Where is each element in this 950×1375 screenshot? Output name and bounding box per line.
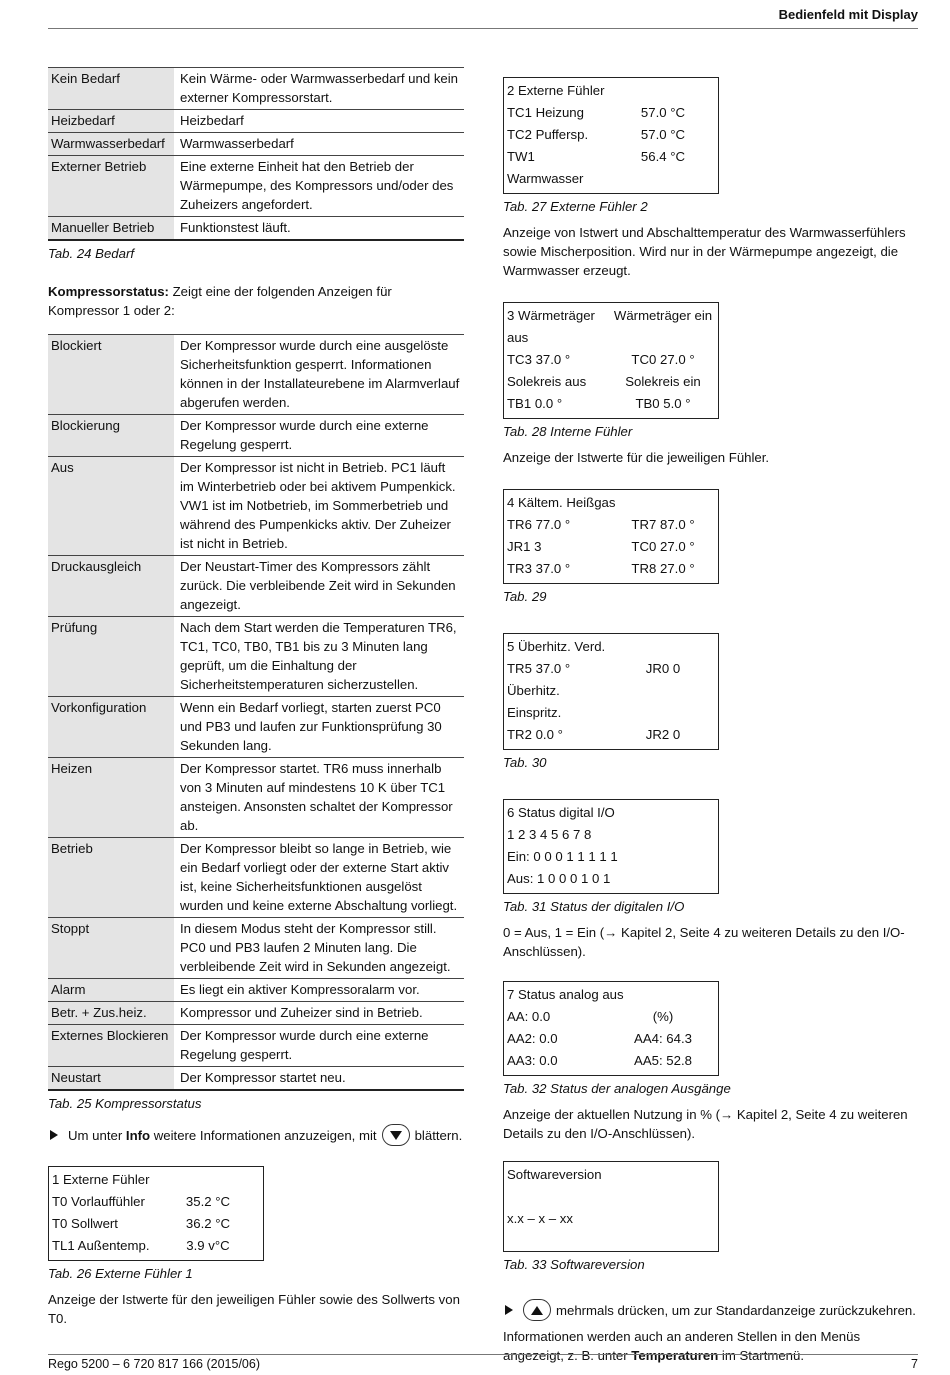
display-value: 57.0 °C: [640, 127, 686, 142]
info-bullet-pre: Um unter: [68, 1127, 126, 1143]
row-value: Kompressor und Zuheizer sind in Betrieb.: [174, 1002, 464, 1025]
table-row: [48, 1002, 464, 1025]
back-bullet-text: mehrmals drücken, um zur Standardanzeige zurückzukehren.: [556, 1302, 916, 1318]
row-value: Heizbedarf: [174, 110, 464, 133]
tab33-caption: Tab. 33 Softwareversion: [503, 1257, 645, 1272]
display-row: [52, 1213, 260, 1235]
tab26-caption: Tab. 26 Externe Fühler 1: [48, 1266, 193, 1281]
display-value: 57.0 °C: [640, 105, 686, 120]
table-row: [48, 217, 464, 241]
display-label: AA: 0.0: [507, 1009, 551, 1024]
row-value: Der Kompressor startet neu.: [174, 1067, 464, 1091]
row-key: Vorkonfiguration: [48, 697, 174, 758]
tab29-caption: Tab. 29: [503, 589, 547, 604]
tab30-title: 5 Überhitz. Verd.: [507, 639, 606, 654]
row-key: Externes Blockieren: [48, 1025, 174, 1067]
display-label: T0 Sollwert: [52, 1216, 118, 1231]
info-bullet: [48, 1124, 464, 1146]
row-value: Nach dem Start werden die Temperaturen TR6, TC1, TC0, TB0, TB1 bis zu 3 Minuten lang geprüft, um die Einhaltung der Sicherheitstemperaturen sicherzustellen.: [174, 617, 464, 697]
table-row: [48, 133, 464, 156]
row-key: Alarm: [48, 979, 174, 1002]
tab28-caption: Tab. 28 Interne Fühler: [503, 424, 633, 439]
display-label: TR5 37.0 °: [507, 661, 571, 676]
display-label: TW1 Warmwasser: [507, 149, 584, 186]
display-row: [507, 558, 715, 580]
tab32-note: Anzeige der aktuellen Nutzung in % (→ Kapitel 2, Seite 4 zu weiteren Details zu den I/O-Anschlüssen).: [503, 1107, 908, 1141]
row-value: Der Kompressor wurde durch eine externe Regelung gesperrt.: [174, 1025, 464, 1067]
display-label: TC1 Heizung: [507, 105, 584, 120]
bullet-arrow-icon: [505, 1305, 513, 1315]
row-value: Der Kompressor bleibt so lange in Betrieb, wie ein Bedarf vorliegt oder der externe Start aktiv ist, keine Sicherheitsfunktionen ausgelöst wurden und keine externe Abschaltung vorliegt.: [174, 838, 464, 918]
display-row: [507, 536, 715, 558]
table-row: [48, 918, 464, 979]
row-value: Der Kompressor wurde durch eine externe Regelung gesperrt.: [174, 415, 464, 457]
up-button-icon: [523, 1299, 551, 1321]
row-key: Aus: [48, 457, 174, 556]
info-bullet-bold: Info: [125, 1127, 151, 1143]
display-tab33: [503, 1161, 719, 1252]
display-tab29: [503, 489, 719, 584]
row-key: Heizen: [48, 758, 174, 838]
row-key: Druckausgleich: [48, 556, 174, 617]
display-label: TC3 37.0 °: [507, 352, 571, 367]
footer-doc-id: Rego 5200 – 6 720 817 166 (2015/06): [48, 1357, 260, 1371]
tab26-note: Anzeige der Istwerte für den jeweiligen Fühler sowie des Sollwerts von T0.: [48, 1292, 460, 1326]
tab27-title: 2 Externe Fühler: [507, 83, 605, 98]
table-row: [48, 758, 464, 838]
display-label: AA3: 0.0: [507, 1053, 558, 1068]
demand-table: [48, 67, 464, 241]
row-value: Kein Wärme- oder Warmwasserbedarf und kein externer Kompressorstart.: [174, 68, 464, 110]
display-value: (%): [652, 1009, 674, 1024]
page-number: 7: [911, 1357, 918, 1371]
tab24-caption: Tab. 24 Bedarf: [48, 246, 135, 261]
closing-note: [503, 1327, 919, 1365]
tab32-title: 7 Status analog aus: [507, 987, 624, 1002]
row-value: Der Kompressor startet. TR6 muss innerhalb von 3 Minuten auf mindestens 10 K über TC1 ansteigen. Ansonsten schaltet der Kompressor ab.: [174, 758, 464, 838]
tab31-caption: Tab. 31 Status der digitalen I/O: [503, 899, 685, 914]
row-key: Heizbedarf: [48, 110, 174, 133]
display-value: 3.9 v°C: [186, 1238, 230, 1253]
display-value: JR2 0: [645, 727, 681, 742]
display-label: TR6 77.0 °: [507, 517, 571, 532]
display-label: 3 Wärmeträger aus: [507, 308, 595, 345]
display-value: TR7 87.0 °: [631, 517, 695, 532]
table-row: [48, 556, 464, 617]
display-row: [507, 305, 715, 349]
row-value: Der Kompressor wurde durch eine ausgelöste Sicherheitsfunktion gesperrt. Informationen können in der Installateurebene im Alarmverlauf abgerufen werden.: [174, 335, 464, 415]
tab25-caption: Tab. 25 Kompressorstatus: [48, 1096, 202, 1111]
table-row: [48, 1025, 464, 1067]
kompressor-intro-bold: Kompressorstatus:: [48, 284, 169, 299]
display-value: 36.2 °C: [185, 1216, 231, 1231]
display-label: TR3 37.0 °: [507, 561, 571, 576]
table-row: [48, 156, 464, 217]
row-key: Manueller Betrieb: [48, 217, 174, 241]
display-row: [507, 146, 715, 190]
tab31-line-2: Ein: 0 0 0 1 1 1 1 1: [507, 849, 618, 864]
display-tab26: [48, 1166, 264, 1261]
row-key: Blockierung: [48, 415, 174, 457]
display-row: [507, 1050, 715, 1072]
closing-pre: Informationen werden auch an anderen Stellen in den Menüs angezeigt, z. B. unter: [503, 1329, 861, 1363]
display-value: AA5: 52.8: [634, 1053, 692, 1068]
tab31-line-1: 1 2 3 4 5 6 7 8: [507, 827, 592, 842]
display-label: AA2: 0.0: [507, 1031, 558, 1046]
display-label: TL1 Außentemp.: [52, 1238, 150, 1253]
display-label: Überhitz. Einspritz.: [507, 683, 562, 720]
row-key: Betrieb: [48, 838, 174, 918]
table-row: [48, 838, 464, 918]
display-row: [507, 1006, 715, 1028]
info-bullet-end: blättern.: [414, 1127, 463, 1143]
row-key: Betr. + Zus.heiz.: [48, 1002, 174, 1025]
display-value: AA4: 64.3: [634, 1031, 692, 1046]
display-value: Solekreis ein: [625, 374, 701, 389]
compressor-status-table: [48, 334, 464, 1091]
footer-rule: [48, 1354, 918, 1355]
running-header: Bedienfeld mit Display: [778, 7, 918, 22]
left-column: [48, 67, 464, 1328]
header-rule: [48, 28, 918, 29]
kompressor-intro-text: Zeigt eine der folgenden Anzeigen für Kompressor 1 oder 2:: [48, 284, 392, 318]
info-bullet-post: weitere Informationen anzuzeigen, mit: [150, 1127, 377, 1143]
tab32-caption: Tab. 32 Status der analogen Ausgänge: [503, 1081, 731, 1096]
display-tab32: [503, 981, 719, 1076]
display-row: [507, 124, 715, 146]
display-label: Solekreis aus: [507, 374, 587, 389]
back-bullet: [503, 1299, 919, 1321]
row-key: Warmwasserbedarf: [48, 133, 174, 156]
row-value: Der Kompressor ist nicht in Betrieb. PC1 läuft im Winterbetrieb oder bei aktivem Pumpenkick. VW1 ist im Notbetrieb, im Sommerbetrieb und während des Pumpenkicks aktiv. Der Zuheizer ist nicht in Betrieb.: [174, 457, 464, 556]
tab33-value: x.x – x – xx: [507, 1211, 573, 1226]
row-value: Der Neustart-Timer des Kompressors zählt zurück. Die verbleibende Zeit wird in Sekunden angezeigt.: [174, 556, 464, 617]
row-key: Stoppt: [48, 918, 174, 979]
display-row: [507, 393, 715, 415]
display-tab27: [503, 77, 719, 194]
display-tab30: [503, 633, 719, 750]
row-key: Prüfung: [48, 617, 174, 697]
display-row: [52, 1191, 260, 1213]
display-tab31: [503, 799, 719, 894]
tab31-line-3: Aus: 1 0 0 0 1 0 1: [507, 871, 611, 886]
display-tab28: [503, 302, 719, 419]
closing-bold: Temperaturen: [631, 1348, 719, 1363]
closing-post: im Startmenü.: [718, 1348, 805, 1363]
display-value: TB0 5.0 °: [635, 396, 691, 411]
tab28-note: Anzeige der Istwerte für die jeweiligen Fühler.: [503, 450, 770, 465]
table-row: [48, 617, 464, 697]
bullet-arrow-icon: [50, 1130, 58, 1140]
table-row: [48, 1067, 464, 1091]
kompressor-intro: [48, 282, 464, 320]
display-label: JR1 3: [507, 539, 542, 554]
display-row: [507, 102, 715, 124]
row-value: Es liegt ein aktiver Kompressoralarm vor.: [174, 979, 464, 1002]
display-value: JR0 0: [645, 661, 681, 676]
table-row: [48, 697, 464, 758]
row-value: Eine externe Einheit hat den Betrieb der Wärmepumpe, des Kompressors und/oder des Zuheizers angefordert.: [174, 156, 464, 217]
display-label: TC2 Puffersp.: [507, 127, 589, 142]
display-row: [507, 514, 715, 536]
row-value: Warmwasserbedarf: [174, 133, 464, 156]
display-row: [507, 724, 715, 746]
tab33-title: Softwareversion: [507, 1167, 602, 1182]
display-row: [507, 1028, 715, 1050]
row-key: Externer Betrieb: [48, 156, 174, 217]
table-row: [48, 979, 464, 1002]
display-value: TC0 27.0 °: [631, 352, 695, 367]
row-value: Wenn ein Bedarf vorliegt, starten zuerst PC0 und PB3 und laufen zur Funktionsprüfung 30 Sekunden lang.: [174, 697, 464, 758]
display-row: [507, 371, 715, 393]
down-button-icon: [382, 1124, 410, 1146]
display-row: [507, 658, 715, 680]
tab31-line-0: 6 Status digital I/O: [507, 805, 615, 820]
display-value: TC0 27.0 °: [631, 539, 695, 554]
tab27-note: Anzeige von Istwert und Abschalttemperatur des Warmwasserfühlers sowie Mischerposition. Wird nur in der Wärmepumpe angezeigt, die Warmwasser erzeugt.: [503, 225, 906, 278]
display-label: T0 Vorlauffühler: [52, 1194, 145, 1209]
display-value: Wärmeträger ein: [613, 308, 713, 323]
display-value: 35.2 °C: [185, 1194, 231, 1209]
row-key: Kein Bedarf: [48, 68, 174, 110]
display-value: TR8 27.0 °: [631, 561, 695, 576]
display-row: [507, 680, 715, 724]
display-value: 56.4 °C: [640, 149, 686, 164]
display-row: [507, 349, 715, 371]
row-key: Blockiert: [48, 335, 174, 415]
row-key: Neustart: [48, 1067, 174, 1091]
right-column: [503, 77, 919, 1365]
display-row: [52, 1235, 260, 1257]
tab30-caption: Tab. 30: [503, 755, 547, 770]
row-value: Funktionstest läuft.: [174, 217, 464, 241]
table-row: [48, 415, 464, 457]
table-row: [48, 335, 464, 415]
table-row: [48, 68, 464, 110]
tab31-note: 0 = Aus, 1 = Ein (→ Kapitel 2, Seite 4 zu weiteren Details zu den I/O-Anschlüssen).: [503, 925, 905, 959]
table-row: [48, 110, 464, 133]
tab29-title: 4 Kältem. Heißgas: [507, 495, 616, 510]
row-value: In diesem Modus steht der Kompressor still. PC0 und PB3 laufen 2 Minuten lang. Die verbleibende Zeit wird in Sekunden angezeigt.: [174, 918, 464, 979]
table-row: [48, 457, 464, 556]
display-label: TB1 0.0 °: [507, 396, 563, 411]
tab26-title: 1 Externe Fühler: [52, 1172, 150, 1187]
display-value: [611, 680, 715, 724]
tab27-caption: Tab. 27 Externe Fühler 2: [503, 199, 648, 214]
display-label: TR2 0.0 °: [507, 727, 563, 742]
